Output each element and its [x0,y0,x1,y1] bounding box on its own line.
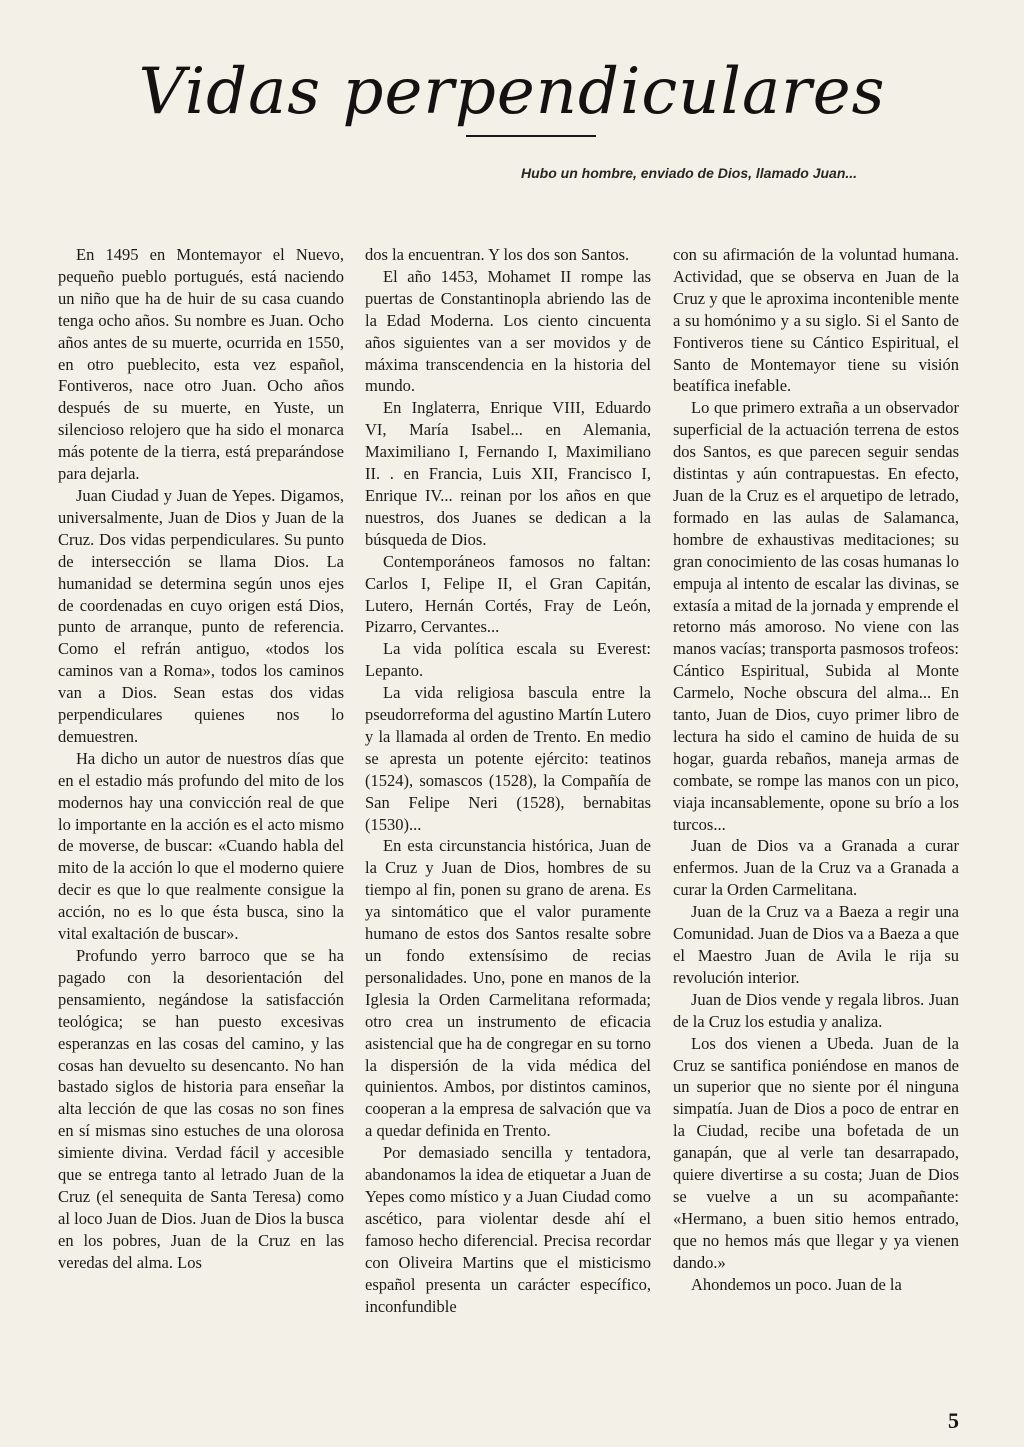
paragraph: Profundo yerro barroco que se ha pagado con la desorientación del pensamiento, negándose la satisfacción teológica; se han puesto excesivas esperanzas en las cosas del camino, y las cosas han devuelto su desencanto. No han bastado siglos de historia para enseñar la alta lección de que las cosas no son fines en sí mismas sino estuches de una olorosa simiente divina. Verdad fácil y accesible que se entrega tanto al letrado Juan de la Cruz (el senequita de Santa Teresa) como al loco Juan de Dios. Juan de Dios la busca en los pobres, Juan de la Cruz en las veredas del alma. Los [58,946,344,1272]
page-number: 5 [948,1408,959,1433]
paragraph: En Inglaterra, Enrique VIII, Eduardo VI, María Isabel... en Alemania, Maximiliano I, Fernando I, Maximiliano II. . en Francia, Luis XII, Francisco I, Enrique IV... reinan por los años en que nuestros, dos Juanes se dedican a la búsqueda de Dios. [365,398,651,549]
paragraph: Contemporáneos famosos no faltan: Carlos I, Felipe II, el Gran Capitán, Lutero, Hernán Cortés, Fray de León, Pizarro, Cervantes... [365,551,651,637]
paragraph: Los dos vienen a Ubeda. Juan de la Cruz se santifica poniéndose en manos de un superior que no siente por él ninguna simpatía. Juan de Dios a poco de entrar en la Ciudad, recibe una bofetada de un ganapán, que al verle tan desarrapado, quiere divertirse a su costa; Juan de Dios se vuelve a un su acompañante: «Hermano, a buen sitio hemos entrado, que no hemos más que llegar y ya vienen dando.» [673,1033,959,1272]
text-column-1 [58,244,344,1274]
paragraph: Ha dicho un autor de nuestros días que en el estadio más profundo del mito de los modernos hay una convicción real de que lo importante en la acción es el acto mismo de moverse, de buscar: «Cuando habla del mito de la acción lo que el moderno quiere decir es que lo que realmente consigue la acción, no es lo que ésta busca, sino la vital exaltación de buscar». [58,748,344,944]
epigraph: Hubo un hombre, enviado de Dios, llamado Juan... [521,165,858,181]
paragraph: En 1495 en Montemayor el Nuevo, pequeño pueblo portugués, está naciendo un niño que ha de huir de su casa cuando tenga ocho años. Su nombre es Juan. Ocho años antes de su muerte, ocurrida en 1550, en otro pueblecito, esta vez español, Fontiveros, nace otro Juan. Ocho años después de su muerte, en Yuste, un silencioso relojero que ha sido el monarca más potente de la tierra, está preparándose para dejarla. [58,245,344,484]
paragraph: Juan de la Cruz va a Baeza a regir una Comunidad. Juan de Dios va a Baeza a que el Maestro Juan de Avila le rija su revolución interior. [673,902,959,987]
paragraph: El año 1453, Mohamet II rompe las puertas de Constantinopla abriendo las de la Edad Moderna. Los ciento cincuenta años siguientes van a ser movidos y de máxima transcendencia en la historia del mundo. [365,266,651,396]
paragraph: Por demasiado sencilla y tentadora, abandonamos la idea de etiquetar a Juan de Yepes como místico y a Juan Ciudad como ascético, para violentar desde ahí el famoso hecho diferencial. Precisa recordar con Oliveira Martins que el misticismo español presenta un carácter específico, inconfundible [365,1143,651,1316]
article-title: Vidas perpendiculares [138,55,886,129]
paragraph: dos la encuentran. Y los dos son Santos. [365,245,630,264]
paragraph: con su afirmación de la voluntad humana. Actividad, que se observa en Juan de la Cruz y que le aproxima incontenible mente a su homónimo y a su siglo. Si el Santo de Fontiveros tiene su Cántico Espiritual, el Santo de Montemayor tiene su visión beatífica inefable. [673,245,959,396]
title-underline [466,135,596,137]
paragraph: Juan de Dios va a Granada a curar enfermos. Juan de la Cruz va a Granada a curar la Orden Carmelitana. [673,836,959,900]
text-column-3 [673,244,959,1296]
paragraph: La vida religiosa bascula entre la pseudorreforma del agustino Martín Lutero y la llamada al orden de Trento. En medio se apresta un potente ejército: teatinos (1524), somascos (1528), la Compañía de San Felipe Neri (1528), bernabitas (1530)... [365,683,651,834]
paragraph: En esta circunstancia histórica, Juan de la Cruz y Juan de Dios, hombres de su tiempo al fin, ponen su grano de arena. Es ya sintomático que el valor puramente humano de estos dos Santos resalte sobre un fondo extensísimo de recias personalidades. Uno, pone en manos de la Iglesia la Orden Carmelitana reformada; otro crea un instrumento de eficacia asistencial que ha de congregar en su torno la dispersión de la vida médica del quinientos. Ambos, por distintos caminos, cooperan a la empresa de salvación que va a quedar definida en Trento. [365,836,651,1141]
paragraph: Lo que primero extraña a un observador superficial de la actuación terrena de estos dos Santos, es que parecen seguir sendas distintas y aún contrapuestas. En efecto, Juan de la Cruz es el arquetipo de letrado, formado en las aulas de Salamanca, hombre de exhaustivas meditaciones; su gran conocimiento de las cosas humanas lo empuja al intento de escalar las divinas, se extasía a mitad de la jornada y emprende el retorno más amoroso. No viene con las manos vacías; transporta pasmosos trofeos: Cántico Espiritual, Subida al Monte Carmelo, Noche obscura del alma... En tanto, Juan de Dios, cuyo primer libro de lectura ha sido el camino de huida de su hogar, guarda rebaños, maneja armas de combate, se rompe las manos con un pico, viaja incansablemente, opone su brío a los turcos... [673,398,959,834]
paragraph: Juan de Dios vende y regala libros. Juan de la Cruz los estudia y analiza. [673,989,959,1031]
paragraph: La vida política escala su Everest: Lepanto. [365,639,651,681]
text-column-2 [365,244,651,1317]
paragraph: Ahondemos un poco. Juan de la [691,1274,902,1294]
paragraph: Juan Ciudad y Juan de Yepes. Digamos, universalmente, Juan de Dios y Juan de la Cruz. Dos vidas perpendiculares. Su punto de intersección se llama Dios. La humanidad se determina según unos ejes de coordenadas en cuyo origen está Dios, punto de arranque, punto de referencia. Como el refrán antiguo, «todos los caminos van a Roma», todos los caminos van a Dios. Sean estas dos vidas perpendiculares quienes nos lo demuestren. [58,485,344,746]
